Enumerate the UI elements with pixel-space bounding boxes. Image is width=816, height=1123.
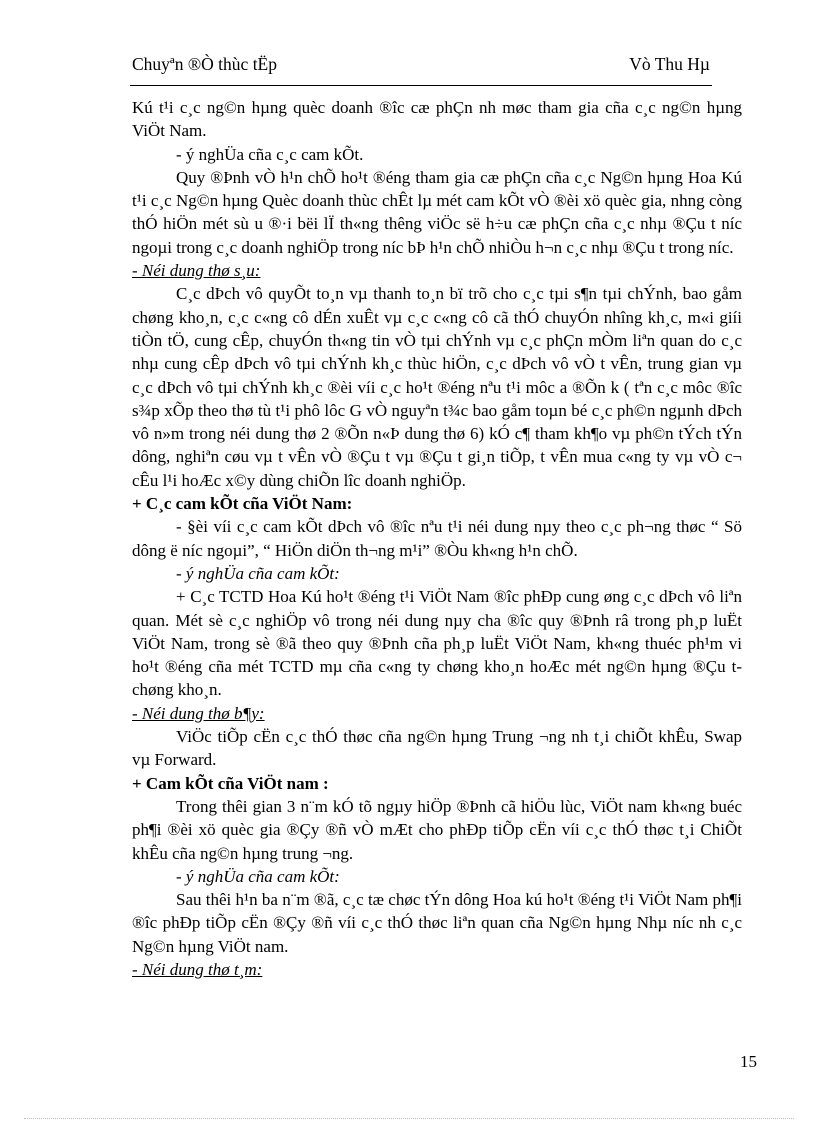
paragraph: C¸c dÞch vô quyÕt to¸n vµ thanh to¸n bï trõ cho c¸c tµi s¶n tµi chÝnh, bao gåm chøng kho¸n, c¸c c«ng cô dÉn xuÊt vµ c¸c c«ng cô cã thÓ chuyÓn nhîng kh¸c, m«i giíi tiÒn tÖ, cung cÊp, chuyÓn th«ng tin vÒ tµi chÝnh vµ c¸c phÇn mÒm liªn quan do c¸c nhµ cung cÊp dÞch vô tµi chÝnh kh¸c thùc hiÖn, c¸c dÞch vô vÒ t vÊn, trung gian vµ c¸c dÞch vô tµi chÝnh kh¸c ®èi víi c¸c ho¹t ®éng nªu t¹i môc a ®Õn k ( tªn c¸c môc ®îc s¾p xÕp theo thø tù t¹i phô lôc G vÒ nguyªn t¾c bao gåm toµn bé c¸c ph©n ngµnh dÞch vô n»m trong néi dung thø 2 ®Õn n«Þ dung thø 6) kÓ c¶ tham kh¶o vµ ph©n tÝch tÝn dông, nghiªn cøu vµ t vÊn vÒ ®Çu t vµ ®Çu t gi¸n tiÕp, t vÊn mua c«ng ty vµ vÒ c¬ cÊu l¹i hoÆc x©y dùng chiÕn lîc doanh nghiÖp. [132, 284, 742, 490]
page-bottom-border [24, 1118, 794, 1119]
paragraph: - §èi víi c¸c cam kÕt dÞch vô ®îc nªu t¹i néi dung nµy theo c¸c ph¬ng thøc “ Sö dông ë níc ngoµi”, “ HiÖn diÖn th¬ng m¹i” ®Òu kh«ng h¹n chÕ. [132, 517, 742, 560]
header-chapter-title: Chuyªn ®Ò thùc tËp [132, 54, 277, 74]
section-heading: - Néi dung thø s¸u: [132, 261, 261, 281]
header-author-name: Vò Thu Hµ [629, 54, 710, 74]
page-number: 15 [740, 1052, 757, 1071]
paragraph: - ý nghÜa cña c¸c cam kÕt. [176, 144, 364, 164]
italic-label: - ý nghÜa cña cam kÕt: [176, 563, 340, 583]
paragraph: Kú t¹i c¸c ng©n hµng quèc doanh ®îc cæ phÇn nh møc tham gia cña c¸c ng©n hµng ViÖt Nam. [132, 98, 742, 141]
page-header [132, 54, 710, 84]
subsection-heading: + C¸c cam kÕt cña ViÖt Nam: [132, 494, 353, 514]
subsection-heading: + Cam kÕt cña ViÖt nam : [132, 773, 329, 793]
paragraph: Trong thêi gian 3 n¨m kÓ tõ ngµy hiÖp ®Þnh cã hiÖu lùc, ViÖt nam kh«ng buéc ph¶i ®èi xö quèc gia ®Çy ®ñ vÒ mÆt cho phÐp tiÕp cËn víi c¸c thÓ thøc t¸i ChiÕt khÊu cña ng©n hµng trung ¬ng. [132, 796, 742, 863]
header-rule [130, 85, 712, 86]
paragraph: Quy ®Þnh vÒ h¹n chÕ ho¹t ®éng tham gia cæ phÇn cña c¸c Ng©n hµng Hoa Kú t¹i c¸c Ng©n hµng Quèc doanh thùc chÊt lµ mét cam kÕt vÒ ®èi xö quèc gia, nhng còng thÓ hiÖn mét sù u ®·i bëi lÏ th«ng thêng viÖc së h÷u cæ phÇn cña c¸c nhµ ®Çu t níc ngoµi trong c¸c doanh nghiÖp trong níc bÞ h¹n chÕ nhiÒu h¬n c¸c nhµ ®Çu t trong níc. [132, 167, 742, 257]
section-heading: - Néi dung thø t¸m: [132, 959, 263, 979]
document-body [132, 96, 742, 981]
italic-label: - ý nghÜa cña cam kÕt: [176, 866, 340, 886]
section-heading: - Néi dung thø b¶y: [132, 703, 265, 723]
paragraph: Sau thêi h¹n ba n¨m ®ã, c¸c tæ chøc tÝn dông Hoa kú ho¹t ®éng t¹i ViÖt Nam ph¶i ®îc phÐp tiÕp cËn ®Çy ®ñ víi c¸c thÓ thøc liªn quan cña Ng©n hµng Nhµ níc nh c¸c Ng©n hµng ViÖt nam. [132, 890, 742, 956]
paragraph: ViÖc tiÕp cËn c¸c thÓ thøc cña ng©n hµng Trung ¬ng nh t¸i chiÕt khÊu, Swap vµ Forward. [132, 727, 742, 770]
paragraph: + C¸c TCTD Hoa Kú ho¹t ®éng t¹i ViÖt Nam ®îc phÐp cung øng c¸c dÞch vô liªn quan. Mét sè c¸c nghiÖp vô trong néi dung nµy cha ®îc quy ®Þnh râ trong ph¸p luËt ViÖt Nam, trong sè ®ã theo quy ®Þnh cña ph¸p luËt ViÖt Nam, kh«ng thuéc ph¹m vi ho¹t ®éng cña mét TCTD mµ cña c«ng ty chøng kho¸n hoÆc mét ng©n hµng ®Çu t chøng kho¸n. [132, 587, 742, 700]
